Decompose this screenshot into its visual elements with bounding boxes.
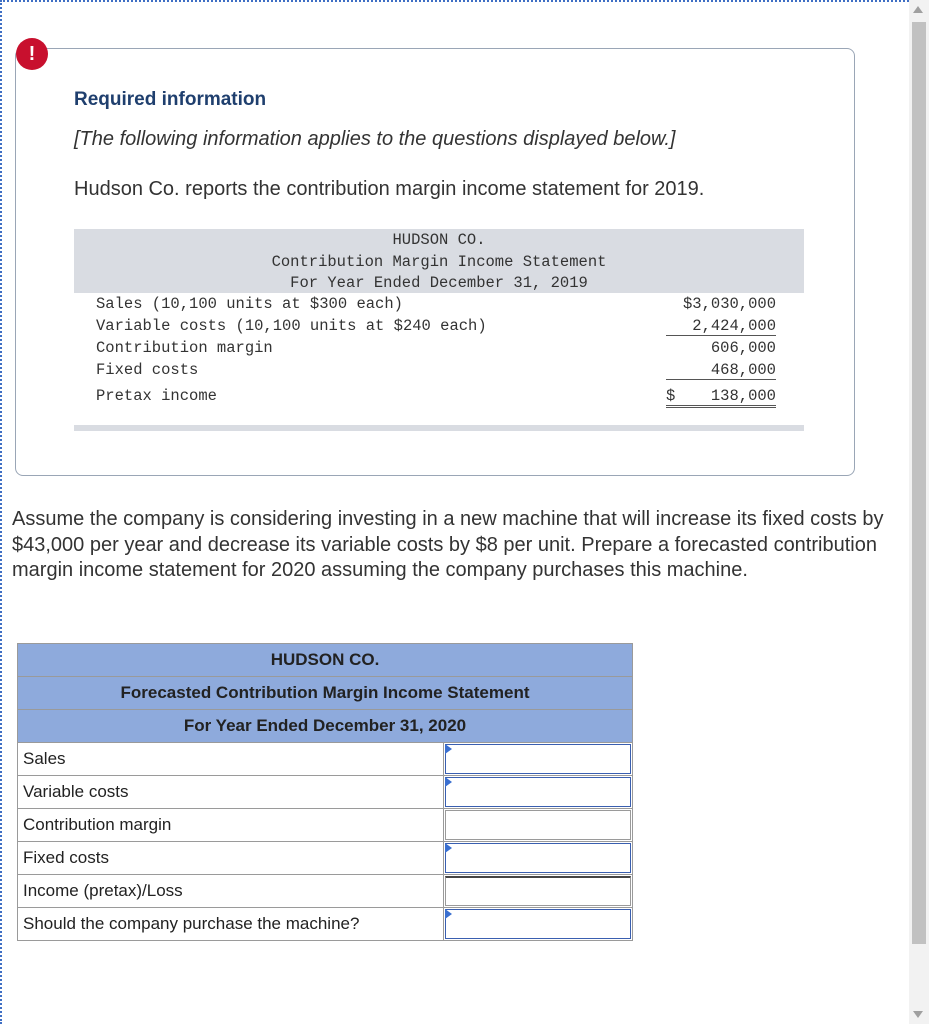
scroll-up-arrow-icon[interactable]: [913, 6, 923, 13]
sales-input[interactable]: [443, 743, 632, 776]
required-info-title: Required information: [74, 89, 267, 110]
dropdown-marker-icon: [445, 744, 452, 754]
answer-title: Forecasted Contribution Margin Income Statement: [18, 677, 633, 710]
variable-costs-input[interactable]: [443, 776, 632, 809]
input-box[interactable]: [445, 777, 631, 807]
row-label: Income (pretax)/Loss: [18, 875, 444, 908]
row-amount-value: 138,000: [710, 387, 776, 405]
answer-period: For Year Ended December 31, 2020: [18, 710, 633, 743]
frame-left-border: [0, 0, 2, 1024]
fixed-costs-input[interactable]: [443, 842, 632, 875]
table-row: [18, 776, 633, 809]
answer-company: HUDSON CO.: [18, 644, 633, 677]
table-row: [18, 743, 633, 776]
input-box[interactable]: [445, 744, 631, 774]
row-amount: 2,424,000: [666, 317, 776, 336]
row-label: Fixed costs: [96, 361, 199, 379]
statement-row: [74, 337, 804, 359]
input-box[interactable]: [445, 810, 631, 840]
statement-2019: [74, 229, 804, 431]
table-row: [18, 908, 633, 941]
input-box[interactable]: [445, 876, 631, 906]
dropdown-marker-icon: [445, 777, 452, 787]
dropdown-marker-icon: [445, 843, 452, 853]
input-box[interactable]: [445, 843, 631, 873]
table-row: [18, 875, 633, 908]
row-label: Sales (10,100 units at $300 each): [96, 295, 403, 313]
row-label: Sales: [18, 743, 444, 776]
alert-icon: !: [16, 38, 48, 70]
row-amount: 606,000: [710, 339, 776, 357]
question-text: Assume the company is considering investing in a new machine that will increase its fixed costs by $43,000 per year and decrease its variable costs by $8 per unit. Prepare a forecasted contribution margin income statement for 2020 assuming the company purchases this machine.: [12, 508, 884, 581]
answer-header-row: [18, 677, 633, 710]
required-info-panel: [15, 48, 855, 476]
purchase-decision-dropdown[interactable]: [443, 908, 632, 941]
frame-top-border: [0, 0, 929, 2]
row-label: Variable costs (10,100 units at $240 each): [96, 317, 487, 335]
required-info-note: [The following information applies to the questions displayed below.]: [74, 128, 676, 150]
row-dollar-sign: $: [666, 387, 676, 405]
answer-header-row: [18, 644, 633, 677]
row-label: Contribution margin: [18, 809, 444, 842]
dropdown-marker-icon: [445, 909, 452, 919]
table-row: [18, 842, 633, 875]
row-amount: $3,030,000: [682, 295, 776, 313]
statement-period: For Year Ended December 31, 2019: [290, 274, 588, 292]
pretax-income-input[interactable]: [443, 875, 632, 908]
statement-row: [74, 293, 804, 315]
input-box[interactable]: [445, 909, 631, 939]
vertical-scrollbar[interactable]: [909, 0, 929, 1024]
row-label: Fixed costs: [18, 842, 444, 875]
scroll-thumb[interactable]: [912, 22, 926, 944]
row-label: Pretax income: [96, 387, 217, 405]
answer-header-row: [18, 710, 633, 743]
statement-row: [74, 359, 804, 381]
statement-row: [74, 315, 804, 337]
row-label: Variable costs: [18, 776, 444, 809]
statement-title: Contribution Margin Income Statement: [271, 253, 607, 271]
row-amount: 468,000: [666, 361, 776, 380]
scroll-down-arrow-icon[interactable]: [913, 1011, 923, 1018]
required-info-intro: Hudson Co. reports the contribution margin income statement for 2019.: [74, 178, 705, 200]
statement-footer-bar: [74, 425, 804, 431]
row-label: Contribution margin: [96, 339, 273, 357]
table-row: [18, 809, 633, 842]
answer-table: [17, 643, 633, 941]
statement-row: [74, 381, 804, 407]
row-label: Should the company purchase the machine?: [18, 908, 444, 941]
statement-company: HUDSON CO.: [392, 231, 486, 249]
statement-header: [74, 229, 804, 293]
contribution-margin-input[interactable]: [443, 809, 632, 842]
row-amount: [666, 387, 776, 408]
